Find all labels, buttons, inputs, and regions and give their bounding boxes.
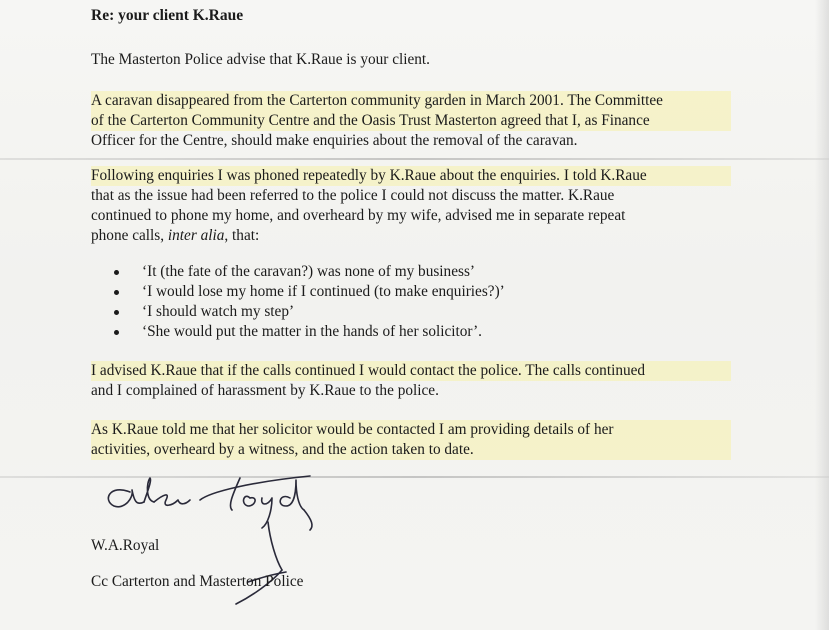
list-item-text: ‘I should watch my step’ <box>142 303 295 320</box>
list-item <box>114 322 505 342</box>
paragraph-text: phone calls, <box>91 227 168 244</box>
paragraph-harassment <box>91 361 731 401</box>
bullet-icon <box>114 330 119 335</box>
list-item <box>114 262 505 282</box>
paragraph-intro <box>91 50 731 70</box>
paragraph-line: activities, overheard by a witness, and the action taken to date. <box>91 440 731 460</box>
letter-heading: Re: your client K.Raue <box>91 7 244 24</box>
cc-line: Cc Carterton and Masterton Police <box>91 573 304 590</box>
paragraph-line: As K.Raue told me that her solicitor would be contacted I am providing details of her <box>91 420 731 440</box>
paragraph-line: of the Carterton Community Centre and the Oasis Trust Masterton agreed that I, as Finance <box>91 111 731 131</box>
paragraph-line: that as the issue had been referred to the police I could not discuss the matter. K.Raue <box>91 187 615 204</box>
paragraph-solicitor <box>91 420 731 460</box>
paragraph-line: and I complained of harassment by K.Raue to the police. <box>91 382 439 399</box>
paper-fold <box>0 158 829 160</box>
latin-phrase: inter alia <box>167 227 225 244</box>
quoted-statements-list <box>114 262 505 342</box>
paragraph-line: A caravan disappeared from the Carterton community garden in March 2001. The Committee <box>91 91 731 111</box>
list-item <box>114 282 505 302</box>
bullet-icon <box>114 290 119 295</box>
paragraph-line: continued to phone my home, and overheard by my wife, advised me in separate repeat <box>91 207 626 224</box>
paragraph-line: The Masterton Police advise that K.Raue is your client. <box>91 51 430 68</box>
paragraph-line: Officer for the Centre, should make enquiries about the removal of the caravan. <box>91 132 578 149</box>
list-item-text: ‘She would put the matter in the hands of her solicitor’. <box>142 323 482 340</box>
signatory-name: W.A.Royal <box>91 537 160 554</box>
bullet-icon <box>114 310 119 315</box>
list-item-text: ‘It (the fate of the caravan?) was none of my business’ <box>142 263 475 280</box>
list-item-text: ‘I would lose my home if I continued (to make enquiries?)’ <box>142 283 505 300</box>
bullet-icon <box>114 270 119 275</box>
paragraph-text: , that: <box>224 227 260 244</box>
list-item <box>114 302 505 322</box>
page-edge <box>815 0 829 630</box>
paragraph-line <box>91 226 731 246</box>
paragraph-line: Following enquiries I was phoned repeatedly by K.Raue about the enquiries. I told K.Raue <box>91 166 731 186</box>
paragraph-enquiries <box>91 166 731 246</box>
paragraph-caravan <box>91 91 731 151</box>
paragraph-line: I advised K.Raue that if the calls continued I would contact the police. The calls continued <box>91 361 731 381</box>
